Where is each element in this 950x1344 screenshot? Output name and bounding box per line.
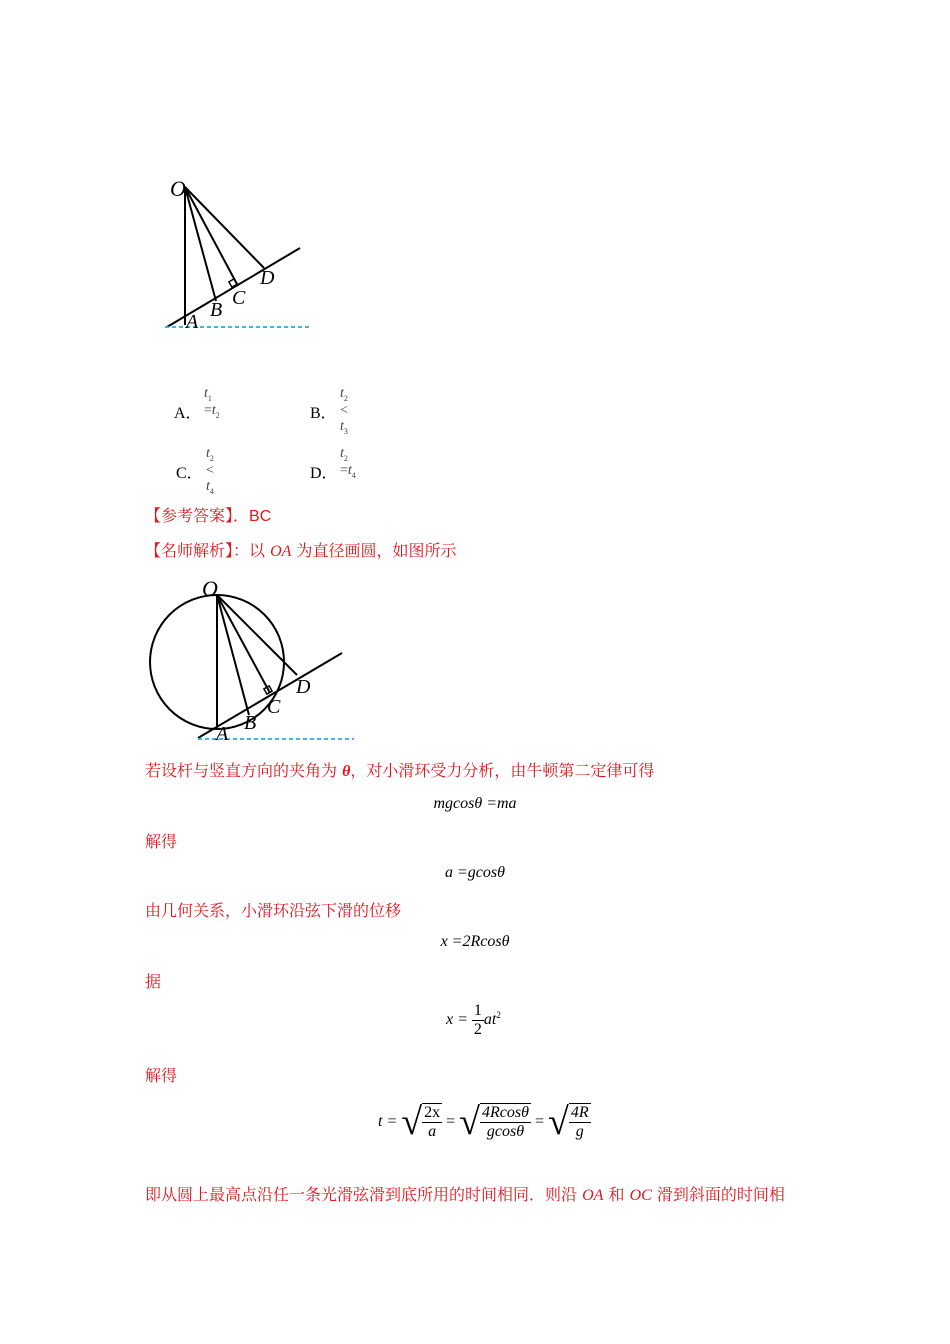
sqrt-3: √ $\frac{4R}{g}$	[548, 1101, 589, 1143]
label-b: B	[244, 712, 257, 734]
line1-part-a: 若设杆与竖直方向的夹角为	[145, 761, 343, 780]
eq4-sup: 2	[496, 1009, 501, 1020]
line6-oa: OA	[582, 1187, 604, 1204]
sqrt-1: √ $\frac{2x}{a}$	[401, 1101, 441, 1143]
circle-figure	[140, 572, 365, 747]
analysis-prefix: 【名师解析】：以	[145, 541, 271, 560]
equation-5	[378, 1100, 591, 1148]
eq5-f3-num: 4R	[570, 1104, 589, 1121]
label-a: A	[216, 723, 229, 745]
eq4-lhs: x =	[446, 1011, 468, 1029]
eq5-t: t =	[378, 1113, 398, 1130]
label-o: O	[202, 576, 218, 601]
option-c-label: C．	[176, 465, 203, 482]
eq5-f2-num: 4Rcosθ	[482, 1104, 529, 1121]
answer-prefix: 【参考答案】．	[145, 506, 250, 525]
label-c: C	[232, 287, 246, 309]
rod-od	[217, 595, 297, 675]
eq5-equals-2: =	[534, 1113, 544, 1130]
label-d: D	[260, 267, 275, 289]
text-line-2: 解得	[145, 832, 178, 851]
equation-4	[446, 1002, 501, 1039]
option-a-label: A．	[174, 405, 202, 422]
theta-symbol: θ	[342, 763, 351, 780]
eq5-equals-1: =	[446, 1113, 456, 1130]
text-line-5: 解得	[145, 1066, 178, 1085]
eq5-f3-den: g	[575, 1123, 584, 1140]
label-o: O	[170, 176, 186, 201]
option-a-math: $t_1 =t_2$	[204, 386, 220, 420]
rod-ob	[217, 595, 249, 715]
label-a: A	[186, 311, 199, 333]
equation-1: mgcosθ =ma	[433, 795, 517, 812]
eq5-f2-den: gcosθ	[486, 1123, 525, 1140]
text-line-6	[145, 1185, 785, 1206]
text-line-1	[145, 761, 654, 782]
eq5-f1-den: a	[428, 1123, 437, 1140]
label-b: B	[210, 299, 223, 321]
eq4-fraction	[472, 1002, 484, 1039]
line6-part-b: 滑到斜面的时间相	[651, 1185, 785, 1204]
analysis-heading	[145, 541, 457, 562]
equation-3: x =2Rcosθ	[440, 933, 510, 950]
analysis-suffix: 为直径画圆，如图所示	[291, 541, 457, 560]
analysis-oa: OA	[270, 543, 292, 560]
option-b-label: B．	[310, 405, 337, 422]
equation-2: a =gcosθ	[445, 864, 505, 881]
answer-value: BC	[249, 508, 272, 525]
eq5-f1-num: 2x	[424, 1104, 441, 1121]
line6-part-a: 即从圆上最高点沿任一条光滑弦滑到底所用的时间相同．则沿	[145, 1185, 583, 1204]
eq4-den: 2	[473, 1021, 482, 1038]
text-line-4: 据	[145, 972, 162, 991]
rod-oc	[217, 595, 270, 693]
label-d: D	[296, 676, 311, 698]
sqrt-2: √ $\frac{4Rcos\theta}{gcos\theta}$	[459, 1101, 529, 1143]
text-line-3: 由几何关系，小滑环沿弦下滑的位移	[145, 901, 402, 920]
rod-oc	[185, 187, 238, 286]
reference-answer	[145, 506, 271, 527]
option-d-label: D．	[310, 465, 338, 482]
eq4-num: 1	[473, 1002, 482, 1019]
line1-part-b: ，对小滑环受力分析，由牛顿第二定律可得	[350, 761, 655, 780]
label-c: C	[267, 696, 281, 718]
option-b-math: $t_2 < t_3$	[340, 386, 348, 436]
incline-figure	[150, 170, 330, 340]
line6-oc: OC	[629, 1187, 652, 1204]
option-c-math: $t_2 < t_4$	[206, 446, 214, 496]
line6-mid: 和	[603, 1185, 630, 1204]
eq4-rhs: at	[483, 1011, 497, 1029]
option-d-math: $t_2 =t_4$	[340, 446, 356, 480]
